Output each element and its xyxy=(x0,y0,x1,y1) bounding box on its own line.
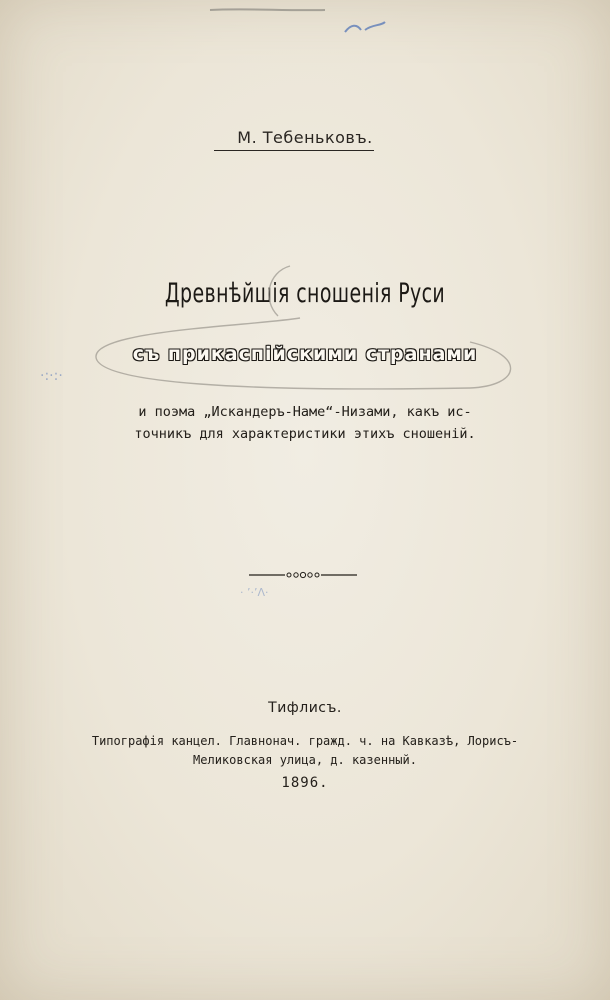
library-stamp-mark xyxy=(36,360,106,388)
faint-stamp-mark xyxy=(234,584,314,600)
pencil-marking-top xyxy=(205,2,405,42)
author-name: М. Тебеньковъ. xyxy=(237,128,373,147)
book-subtitle-text: съ прикаспійскими странами xyxy=(132,343,478,365)
book-description xyxy=(0,401,610,445)
ornament-divider xyxy=(247,568,359,582)
description-line: и поэма „Искандеръ-Наме“-Низами, какъ ис- xyxy=(138,404,472,420)
svg-text:·:·:·: ·:·:· xyxy=(40,368,63,384)
imprint-year: 1896. xyxy=(281,775,329,791)
description-line: точникъ для характеристики этихъ сношеній. xyxy=(134,426,476,442)
book-title: Древнѣйшія сношенія Руси xyxy=(164,278,446,309)
imprint-printer xyxy=(0,732,610,770)
author-underline xyxy=(214,150,374,151)
printer-line: Меликовская улица, д. казенный. xyxy=(193,753,417,767)
printer-line: Типографія канцел. Главнонач. гражд. ч. на Кавказѣ, Лорисъ- xyxy=(91,734,519,748)
svg-text:· ʼ·ʼɅ·: · ʼ·ʼɅ· xyxy=(240,586,269,599)
imprint-city: Тифлисъ. xyxy=(268,700,342,716)
